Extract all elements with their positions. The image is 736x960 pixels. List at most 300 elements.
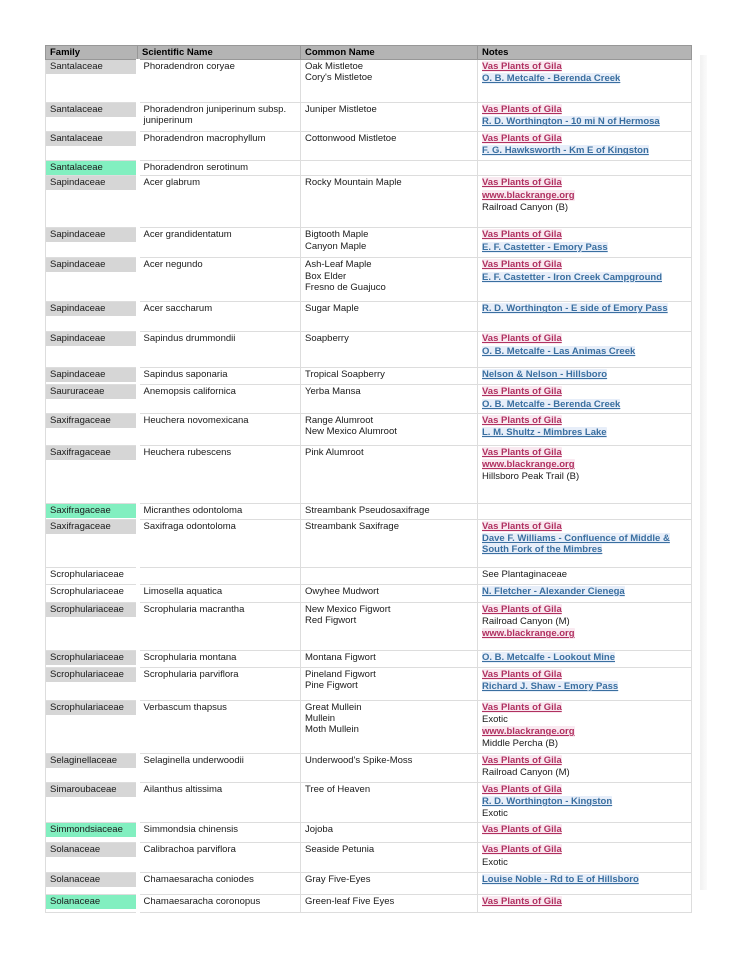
source-link[interactable]: O. B. Metcalfe - Berenda Creek [482,398,621,410]
note-line [482,874,687,885]
table-row [46,445,692,503]
scientific-name: Phoradendron coryae [143,61,235,73]
note-line [482,116,687,127]
family-name: Solanaceae [46,843,136,857]
scientific-name-cell [138,519,301,567]
source-link[interactable]: Vas Plants of Gila [482,603,562,615]
common-name: Tree of Heaven [305,783,371,795]
family-name: Sapindaceae [46,332,136,346]
family-name: Saxifragaceae [46,414,136,428]
scientific-name-cell [138,302,301,332]
common-name: Moth Mullein [305,724,359,736]
note-line [482,521,687,532]
common-name: New Mexico Alumroot [305,426,397,438]
scientific-name: Scrophularia macrantha [143,603,245,615]
family-cell [46,385,138,413]
family-cell [46,445,138,503]
notes-cell [478,650,692,667]
scientific-name: Phoradendron juniperinum subsp. juniperinum [143,104,287,127]
note-text: See Plantaginaceae [482,568,568,580]
source-link[interactable]: O. B. Metcalfe - Berenda Creek [482,73,621,85]
scientific-name: Simmondsia chinensis [143,824,239,836]
note-text: Railroad Canyon (M) [482,616,570,628]
common-name-cell [301,228,478,258]
family-name: Scrophulariaceae [46,603,136,617]
scientific-name-cell [138,667,301,700]
family-name: Scrophulariaceae [46,651,136,665]
note-line [482,73,687,84]
page-edge-shadow [700,55,707,890]
notes-cell [478,103,692,132]
table-row [46,385,692,413]
common-name-cell [301,667,478,700]
common-name-cell [301,132,478,161]
table-row [46,823,692,843]
family-name: Scrophulariaceae [46,668,136,682]
scientific-name-cell [138,60,301,103]
notes-cell [478,782,692,823]
table-row [46,700,692,753]
note-line [482,61,687,72]
family-name: Scrophulariaceae [46,701,136,715]
scientific-name: Anemopsis californica [143,386,236,398]
source-link[interactable]: E. F. Castetter - Iron Creek Campground [482,271,663,283]
scientific-name: Verbascum thapsus [143,701,227,713]
family-name-highlighted: Simmondsiaceae [46,823,136,837]
notes-cell [478,584,692,602]
table-row [46,843,692,873]
scientific-name: Limosella aquatica [143,585,223,597]
table-row [46,60,692,103]
common-name-cell [301,332,478,368]
note-line [482,145,687,156]
note-line [482,229,687,240]
common-name: Canyon Maple [305,240,367,252]
table-row [46,332,692,368]
family-name: Saxifragaceae [46,446,136,460]
source-link[interactable]: R. D. Worthington - 10 mi N of Hermosa [482,116,660,128]
common-name: Pink Alumroot [305,446,364,458]
note-line [482,702,687,713]
source-link[interactable]: L. M. Shultz - Mimbres Lake [482,427,607,439]
common-name-cell [301,584,478,602]
source-link[interactable]: R. D. Worthington - Kingston [482,796,613,808]
notes-cell [478,602,692,650]
scientific-name-cell [138,258,301,302]
common-name: Seaside Petunia [305,844,375,856]
notes-cell [478,873,692,895]
scientific-name-cell [138,385,301,413]
source-link[interactable]: Nelson & Nelson - Hillsboro [482,369,608,381]
family-name-highlighted: Saxifragaceae [46,504,136,518]
family-cell [46,503,138,519]
common-name: Bigtooth Maple [305,229,369,241]
notes-cell [478,132,692,161]
common-name-cell [301,368,478,385]
note-line [482,259,687,270]
common-name: Rocky Mountain Maple [305,177,402,189]
header-scientific-name: Scientific Name [138,46,301,60]
source-link[interactable]: O. B. Metcalfe - Las Animas Creek [482,345,636,357]
source-link[interactable]: Louise Noble - Rd to E of Hillsboro [482,874,639,886]
scientific-name: Calibrachoa parviflora [143,844,236,856]
scientific-name-cell [138,700,301,753]
common-name-cell [301,176,478,228]
notes-cell [478,567,692,584]
note-line [482,824,687,835]
common-name-cell [301,519,478,567]
notes-cell [478,843,692,873]
source-link[interactable]: Vas Plants of Gila [482,844,562,856]
scientific-name-cell [138,584,301,602]
table-row [46,503,692,519]
note-line [482,628,687,639]
common-name-cell [301,503,478,519]
family-cell [46,413,138,445]
table-row [46,753,692,782]
common-name-cell [301,700,478,753]
common-name-cell [301,103,478,132]
family-cell [46,823,138,843]
header-row [46,46,692,60]
common-name-cell [301,602,478,650]
table-row [46,782,692,823]
common-name: Ash-Leaf Maple [305,259,372,271]
family-name: Sapindaceae [46,368,136,382]
table-row [46,132,692,161]
common-name-cell [301,873,478,895]
source-link[interactable]: Vas Plants of Gila [482,446,562,458]
common-name: Underwood's Spike-Moss [305,754,413,766]
note-text: Railroad Canyon (M) [482,767,570,779]
scientific-name-cell [138,176,301,228]
family-name: Selaginellaceae [46,754,136,768]
scientific-name-cell [138,228,301,258]
table-row [46,873,692,895]
table-row [46,667,692,700]
notes-cell [478,385,692,413]
source-link[interactable]: R. D. Worthington - E side of Emory Pass [482,303,668,315]
common-name: Juniper Mistletoe [305,104,377,116]
plant-species-table [45,45,692,913]
table-row [46,413,692,445]
notes-cell [478,161,692,176]
scientific-name-cell [138,650,301,667]
family-name: Saururaceae [46,385,136,399]
family-cell [46,843,138,873]
common-name: Streambank Pseudosaxifrage [305,504,430,516]
note-line [482,272,687,283]
common-name: Fresno de Guajuco [305,281,386,293]
note-line [482,755,687,766]
scientific-name-cell [138,445,301,503]
table-row [46,176,692,228]
species-table-sheet [45,45,691,913]
note-line [482,669,687,680]
notes-cell [478,667,692,700]
source-link[interactable]: E. F. Castetter - Emory Pass [482,241,608,253]
note-line [482,415,687,426]
common-name-cell [301,823,478,843]
note-line [482,844,687,855]
note-text: Middle Percha (B) [482,738,559,750]
scientific-name-cell [138,332,301,368]
notes-cell [478,700,692,753]
scientific-name: Selaginella underwoodii [143,754,244,766]
note-line [482,133,687,144]
common-name-cell [301,753,478,782]
family-name: Scrophulariaceae [50,585,124,597]
common-name-cell [301,782,478,823]
common-name: Tropical Soapberry [305,369,385,381]
common-name: Box Elder [305,270,347,282]
source-link[interactable]: Vas Plants of Gila [482,177,562,189]
family-cell [46,873,138,895]
scientific-name: Micranthes odontoloma [143,504,243,516]
common-name: Red Figwort [305,615,357,627]
family-cell [46,602,138,650]
scientific-name: Heuchera rubescens [143,446,232,458]
note-line [482,333,687,344]
source-link[interactable]: Vas Plants of Gila [482,701,562,713]
scientific-name-cell [138,782,301,823]
source-link[interactable]: Dave F. Williams - Confluence of Middle & South Fork of the Mimbres [482,533,670,556]
family-cell [46,161,138,176]
note-line [482,533,687,555]
note-line [482,784,687,795]
notes-cell [478,228,692,258]
common-name: Range Alumroot [305,414,374,426]
family-cell [46,895,138,913]
source-link[interactable]: Vas Plants of Gila [482,386,562,398]
table-row [46,567,692,584]
family-cell [46,700,138,753]
scientific-name: Saxifraga odontoloma [143,520,236,532]
scientific-name: Sapindus saponaria [143,369,228,381]
family-cell [46,368,138,385]
common-name: New Mexico Figwort [305,603,391,615]
family-cell [46,332,138,368]
note-line [482,369,687,380]
scientific-name: Phoradendron macrophyllum [143,133,266,145]
notes-cell [478,332,692,368]
common-name: Mullein [305,713,336,725]
source-link[interactable]: Vas Plants of Gila [482,824,562,836]
common-name-cell [301,302,478,332]
note-line [482,726,687,737]
scientific-name: Heuchera novomexicana [143,414,249,426]
family-cell [46,60,138,103]
notes-cell [478,823,692,843]
header-family: Family [46,46,138,60]
scientific-name: Scrophularia montana [143,651,237,663]
family-name: Sapindaceae [46,176,136,190]
scientific-name-cell [138,161,301,176]
common-name: Cory's Mistletoe [305,72,373,84]
table-row [46,584,692,602]
family-name: Sapindaceae [46,258,136,272]
scientific-name-cell [138,368,301,385]
table-row [46,228,692,258]
scientific-name: Acer glabrum [143,177,200,189]
note-line [482,346,687,357]
common-name: Green-leaf Five Eyes [305,896,395,908]
family-cell [46,584,138,602]
table-row [46,368,692,385]
note-line [482,177,687,188]
scientific-name-cell [138,567,301,584]
note-line [482,386,687,397]
source-link[interactable]: Vas Plants of Gila [482,754,562,766]
scientific-name-cell [138,873,301,895]
common-name: Pineland Figwort [305,668,376,680]
scientific-name: Chamaesaracha coronopus [143,896,261,908]
scientific-name: Sapindus drummondii [143,333,236,345]
scientific-name-cell [138,843,301,873]
note-line [482,242,687,253]
family-name: Saxifragaceae [46,520,136,534]
scientific-name-cell [138,895,301,913]
note-line [482,190,687,201]
table-row [46,895,692,913]
family-cell [46,228,138,258]
common-name-cell [301,385,478,413]
notes-cell [478,503,692,519]
source-link[interactable]: www.blackrange.org [482,189,575,201]
scientific-name-cell [138,602,301,650]
scientific-name: Scrophularia parviflora [143,668,239,680]
family-cell [46,519,138,567]
notes-cell [478,753,692,782]
source-link[interactable]: Vas Plants of Gila [482,414,562,426]
common-name: Sugar Maple [305,303,359,315]
source-link[interactable]: www.blackrange.org [482,459,575,471]
scientific-name-cell [138,413,301,445]
scientific-name-cell [138,753,301,782]
note-line [482,681,687,692]
source-link[interactable]: Vas Plants of Gila [482,783,562,795]
family-name-highlighted: Santalaceae [46,161,136,175]
common-name-cell [301,413,478,445]
common-name-cell [301,445,478,503]
table-row [46,258,692,302]
family-cell [46,302,138,332]
note-line [482,796,687,807]
common-name: Yerba Mansa [305,386,361,398]
note-line [482,447,687,458]
source-link[interactable]: Vas Plants of Gila [482,61,562,73]
source-link[interactable]: www.blackrange.org [482,628,575,640]
table-row [46,161,692,176]
common-name-cell [301,895,478,913]
common-name: Cottonwood Mistletoe [305,133,397,145]
source-link[interactable]: Vas Plants of Gila [482,668,562,680]
source-link[interactable]: Vas Plants of Gila [482,333,562,345]
note-text: Exotic [482,808,508,820]
common-name: Montana Figwort [305,651,376,663]
source-link[interactable]: N. Fletcher - Alexander Cienega [482,585,625,597]
family-cell [46,103,138,132]
scientific-name-cell [138,503,301,519]
common-name-cell [301,161,478,176]
source-link[interactable]: Vas Plants of Gila [482,896,562,908]
family-name-highlighted: Solanaceae [46,895,136,909]
family-cell [46,782,138,823]
source-link[interactable]: Vas Plants of Gila [482,133,562,145]
common-name-cell [301,650,478,667]
note-line [482,399,687,410]
table-row [46,519,692,567]
note-text: Hillsboro Peak Trail (B) [482,471,580,483]
notes-cell [478,519,692,567]
scientific-name: Acer saccharum [143,303,213,315]
common-name: Streambank Saxifrage [305,520,399,532]
family-name: Solanaceae [46,873,136,887]
source-link[interactable]: Vas Plants of Gila [482,229,562,241]
common-name-cell [301,258,478,302]
common-name: Owyhee Mudwort [305,585,379,597]
scientific-name: Chamaesaracha coniodes [143,874,254,886]
family-name: Santalaceae [46,132,136,146]
notes-cell [478,445,692,503]
source-link[interactable]: Richard J. Shaw - Emory Pass [482,681,619,693]
note-text: Exotic [482,714,508,726]
common-name: Oak Mistletoe [305,61,364,73]
source-link[interactable]: O. B. Metcalfe - Lookout Mine [482,651,616,663]
family-name: Simaroubaceae [46,783,136,797]
source-link[interactable]: Vas Plants of Gila [482,520,562,532]
family-cell [46,176,138,228]
family-cell [46,258,138,302]
source-link[interactable]: Vas Plants of Gila [482,104,562,116]
note-line [482,652,687,663]
family-name: Sapindaceae [46,302,136,316]
common-name: Great Mullein [305,701,362,713]
note-line [482,586,687,597]
table-row [46,103,692,132]
common-name-cell [301,567,478,584]
scientific-name-cell [138,823,301,843]
family-cell [46,667,138,700]
scientific-name: Acer negundo [143,259,203,271]
family-cell [46,132,138,161]
family-name: Sapindaceae [46,228,136,242]
table-row [46,602,692,650]
source-link[interactable]: www.blackrange.org [482,726,575,738]
family-name: Santalaceae [46,103,136,117]
note-line [482,427,687,438]
scientific-name: Phoradendron serotinum [143,162,249,174]
family-name: Scrophulariaceae [50,568,124,580]
family-cell [46,753,138,782]
note-text: Railroad Canyon (B) [482,201,569,213]
note-line [482,896,687,907]
notes-cell [478,302,692,332]
note-line [482,104,687,115]
common-name: Soapberry [305,333,349,345]
source-link[interactable]: Vas Plants of Gila [482,259,562,271]
scientific-name: Acer grandidentatum [143,229,232,241]
table-row [46,302,692,332]
note-line [482,303,687,314]
common-name: Gray Five-Eyes [305,874,371,886]
notes-cell [478,413,692,445]
common-name: Jojoba [305,824,333,836]
source-link[interactable]: F. G. Hawksworth - Km E of Kingston [482,145,649,157]
scientific-name-cell [138,132,301,161]
note-line [482,604,687,615]
notes-cell [478,60,692,103]
